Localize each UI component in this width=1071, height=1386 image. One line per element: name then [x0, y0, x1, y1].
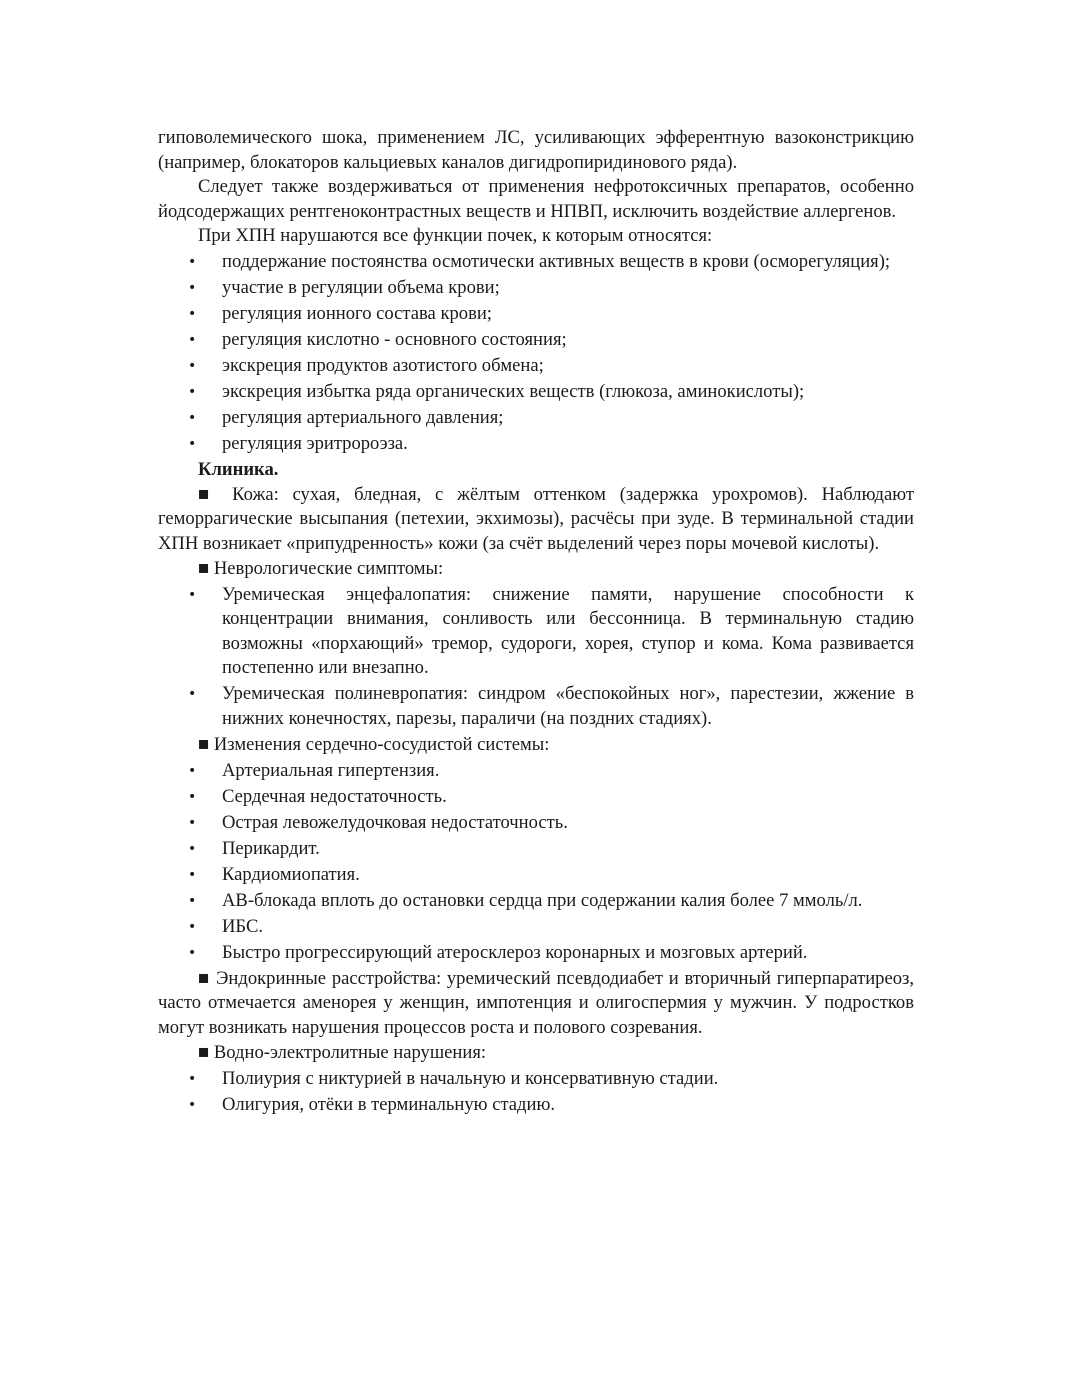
bullet-icon: •	[188, 280, 197, 297]
bullet-icon: •	[188, 944, 197, 961]
bullet-icon: •	[188, 918, 197, 935]
bullet-icon: •	[188, 788, 197, 805]
document-page	[158, 126, 914, 1119]
section-heading-clinic: Клиника.	[198, 459, 279, 481]
water-electrolyte-list	[158, 1067, 914, 1118]
list-item: • Перикардит.	[158, 837, 914, 862]
list-item: • ИБС.	[158, 915, 914, 940]
list-item: • Олигурия, отёки в терминальную стадию.	[158, 1093, 914, 1118]
subheading-neuro: ■ Неврологические симптомы:	[198, 557, 444, 579]
bullet-icon: •	[188, 306, 197, 323]
list-item: • регуляция эритророэза.	[158, 432, 914, 457]
bullet-icon: •	[188, 866, 197, 883]
list-item: • регуляция артериального давления;	[158, 406, 914, 431]
list-item: • регуляция ионного состава крови;	[158, 302, 914, 327]
bullet-icon: •	[188, 892, 197, 909]
bullet-icon: •	[188, 358, 197, 375]
paragraph-skin: ■ Кожа: сухая, бледная, с жёлтым оттенком (задержка урохромов). Наблюдают геморрагические высыпания (петехии, экхимозы), расчёсы при зуде. В терминальной стадии ХПН возникает «припудренность» кожи (за счёт выделений через поры мочевой кислоты).	[158, 483, 914, 555]
list-item: • Кардиомиопатия.	[158, 863, 914, 888]
list-item: • экскреция избытка ряда органических веществ (глюкоза, аминокислоты);	[158, 380, 914, 405]
bullet-icon: •	[188, 686, 197, 703]
cardio-list	[158, 759, 914, 965]
bullet-icon: •	[188, 586, 197, 603]
list-item: • АВ-блокада вплоть до остановки сердца при содержании калия более 7 ммоль/л.	[158, 889, 914, 914]
bullet-icon: •	[188, 436, 197, 453]
bullet-icon: •	[188, 410, 197, 427]
neuro-symptoms-list	[158, 583, 914, 732]
list-item: • Полиурия с никтурией в начальную и консервативную стадии.	[158, 1067, 914, 1092]
list-item: • поддержание постоянства осмотически активных веществ в крови (осморегуляция);	[158, 250, 914, 275]
paragraph-endocrine: ■ Эндокринные расстройства: уремический псевдодиабет и вторичный гиперпаратиреоз, часто отмечается аменорея у женщин, импотенция и олигоспермия у мужчин. У подростков могут возникать нарушения процессов роста и полового созревания.	[158, 967, 914, 1038]
list-item: • Сердечная недостаточность.	[158, 785, 914, 810]
bullet-icon: •	[188, 1070, 197, 1087]
list-item: • регуляция кислотно - основного состояния;	[158, 328, 914, 353]
bullet-icon: •	[188, 254, 197, 271]
bullet-icon: •	[188, 840, 197, 857]
paragraph-kidney-functions: При ХПН нарушаются все функции почек, к которым относятся:	[198, 225, 713, 247]
bullet-icon: •	[188, 332, 197, 349]
bullet-icon: •	[188, 762, 197, 779]
paragraph-continuation: гиповолемического шока, применением ЛС, усиливающих эфферентную вазоконстрикцию (например, блокаторов кальциевых каналов дигидропиридинового ряда).	[158, 127, 914, 173]
list-item: • Артериальная гипертензия.	[158, 759, 914, 784]
kidney-functions-list	[158, 250, 914, 456]
list-item: • Острая левожелудочковая недостаточность.	[158, 811, 914, 836]
subheading-cardio: ■ Изменения сердечно-сосудистой системы:	[198, 733, 550, 755]
list-item: • Уремическая энцефалопатия: снижение памяти, нарушение способности к концентрации внимания, сонливость или бессонница. В терминальную стадию возможны «порхающий» тремор, судороги, хорея, ступор и кома. Кома развивается постепенно или внезапно.	[188, 583, 914, 679]
list-item: • Быстро прогрессирующий атеросклероз коронарных и мозговых артерий.	[158, 941, 914, 966]
list-item: • экскреция продуктов азотистого обмена;	[158, 354, 914, 379]
paragraph-nephrotoxic: Следует также воздерживаться от применения нефротоксичных препаратов, особенно йодсодержащих рентгеноконтрастных веществ и НПВП, исключить воздействие аллергенов.	[158, 176, 914, 222]
list-item: • Уремическая полиневропатия: синдром «беспокойных ног», парестезии, жжение в нижних конечностях, парезы, параличи (на поздних стадиях).	[188, 683, 914, 729]
bullet-icon: •	[188, 384, 197, 401]
list-item: • участие в регуляции объема крови;	[158, 276, 914, 301]
bullet-icon: •	[188, 814, 197, 831]
bullet-icon: •	[188, 1096, 197, 1113]
subheading-water-electrolyte: ■ Водно-электролитные нарушения:	[198, 1041, 487, 1063]
